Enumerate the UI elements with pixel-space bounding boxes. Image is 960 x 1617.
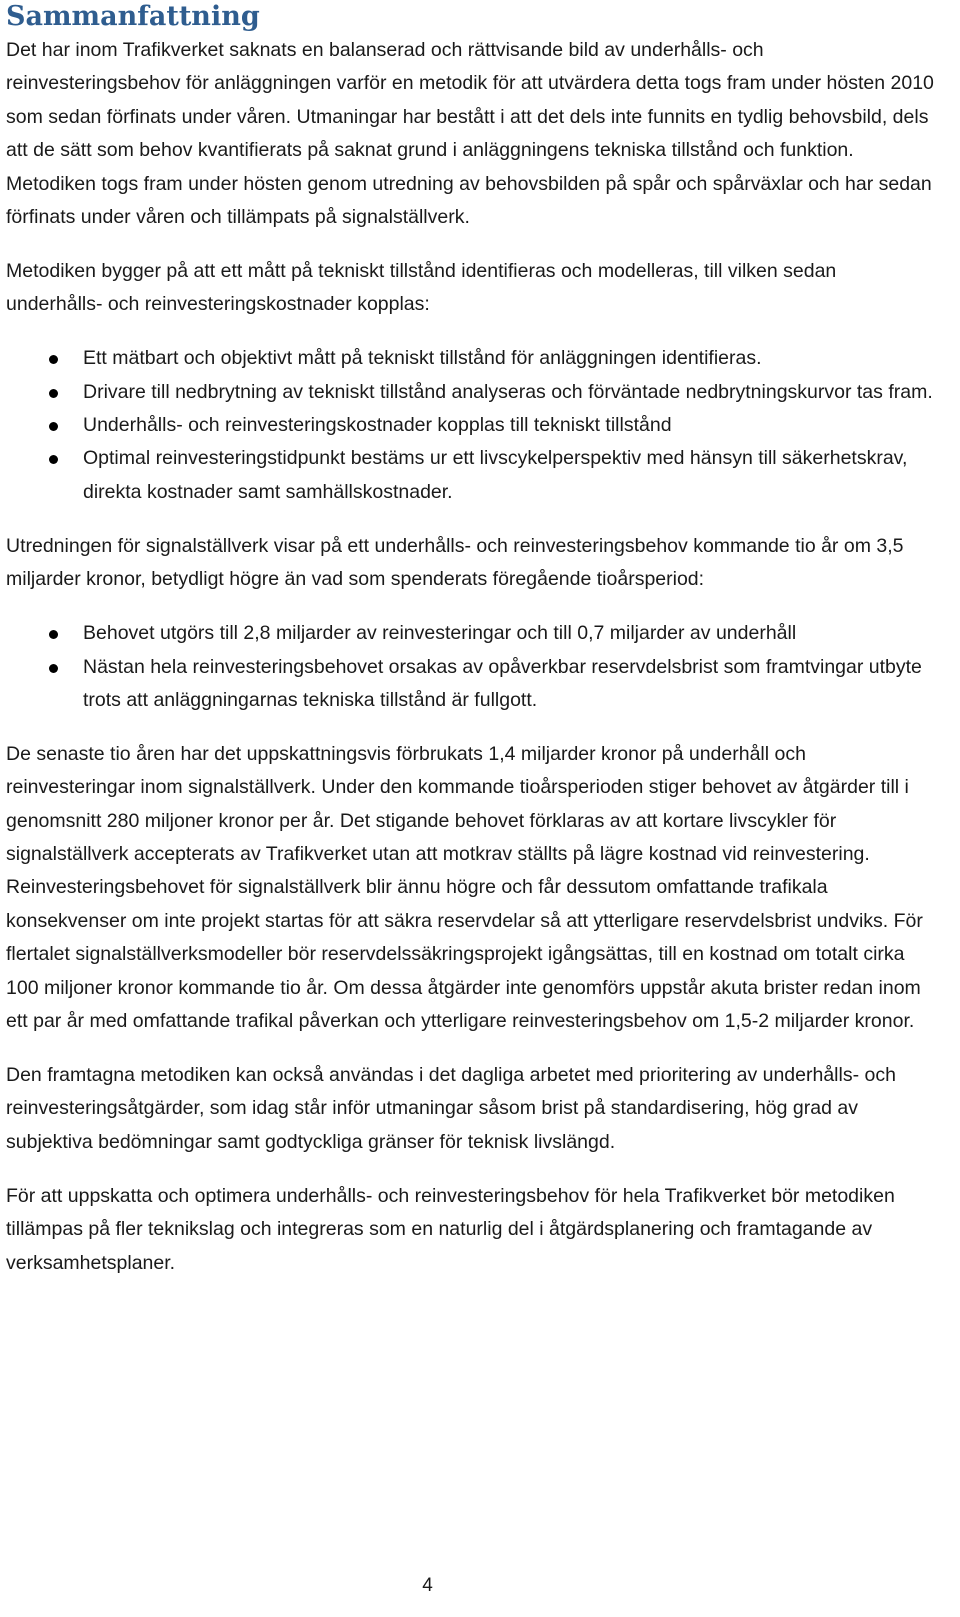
list-item xyxy=(6,376,936,409)
paragraph-intro: Det har inom Trafikverket saknats en balanserad och rättvisande bild av underhålls- och reinvesteringsbehov för anläggningen varför en metodik för att utvärdera detta togs fram under hösten 2010 som sedan förfinats under våren. Utmaningar har bestått i att det dels inte funnits en tydlig behovsbild, dels att de sätt som behov kvantifierats på saknat grund i anläggningens tekniska tillstånd och funktion. Metodiken togs fram under hösten genom utredning av behovsbilden på spår och spårväxlar och har sedan förfinats under våren och tillämpats på signalställverk. xyxy=(6,39,934,229)
list-item xyxy=(6,651,936,718)
page-number: 4 xyxy=(422,1575,433,1596)
paragraph-history: De senaste tio åren har det uppskattningsvis förbrukats 1,4 miljarder kronor på underhåll och reinvesteringar inom signalställverk. Under den kommande tioårsperioden stiger behovet av åtgärder till i genomsnitt 280 miljoner kronor per år. Det stigande behovet förklaras av att kortare livscykler för signalställverk accepterats av Trafikverket utan att motkrav ställts på lägre kostnad vid reinvestering. Reinvesteringsbehovet för signalställverk blir ännu högre och får dessutom omfattande trafikala konsekvenser om inte projekt startas för att säkra reservdelar så att ytterligare reservdelsbrist undviks. För flertalet signalställverksmodeller bör reservdelssäkringsprojekt igångsättas, till en kostnad om totalt cirka 100 miljoner kronor kommande tio år. Om dessa åtgärder inte genomförs uppstår akuta brister redan inom ett par år med omfattande trafikal påverkan och ytterligare reinvesteringsbehov om 1,5-2 miljarder kronor. xyxy=(6,742,923,1033)
list-item xyxy=(6,442,936,509)
method-steps-list xyxy=(6,342,936,509)
list-item-text: Nästan hela reinvesteringsbehovet orsakas av opåverkbar reservdelsbrist som framtvingar utbyte trots att anläggningarnas tekniska tillstånd är fullgott. xyxy=(83,655,922,711)
list-item-text: Optimal reinvesteringstidpunkt bestäms ur ett livscykelperspektiv med hänsyn till säkerhetskrav, direkta kostnader samt samhällskostnader. xyxy=(83,447,908,503)
bullet-icon xyxy=(49,422,58,431)
bullet-icon xyxy=(49,664,58,673)
paragraph-findings: Utredningen för signalställverk visar på ett underhålls- och reinvesteringsbehov kommande tio år om 3,5 miljarder kronor, betydligt högre än vad som spenderats föregående tioårsperiod: xyxy=(6,534,904,591)
list-item-text: Ett mätbart och objektivt mått på tekniskt tillstånd för anläggningen identifieras. xyxy=(83,347,762,370)
list-item-text: Underhålls- och reinvesteringskostnader kopplas till tekniskt tillstånd xyxy=(83,414,672,437)
bullet-icon xyxy=(49,455,58,464)
list-item-text: Drivare till nedbrytning av tekniskt tillstånd analyseras och förväntade nedbrytningskurvor tas fram. xyxy=(83,380,933,403)
list-item xyxy=(6,409,936,442)
page-title: Sammanfattning xyxy=(6,1,260,32)
findings-list xyxy=(6,617,936,717)
document-body xyxy=(6,34,936,1300)
paragraph-recommendation: För att uppskatta och optimera underhålls- och reinvesteringsbehov för hela Trafikverket bör metodiken tillämpas på fler teknikslag och integreras som en naturlig del i åtgärdsplanering och framtagande av verksamhetsplaner. xyxy=(6,1184,895,1274)
list-item xyxy=(6,342,936,375)
paragraph-method: Metodiken bygger på att ett mått på tekniskt tillstånd identifieras och modelleras, till vilken sedan underhålls- och reinvesteringskostnader kopplas: xyxy=(6,259,837,316)
bullet-icon xyxy=(49,389,58,398)
bullet-icon xyxy=(49,355,58,364)
bullet-icon xyxy=(49,630,58,639)
list-item-text: Behovet utgörs till 2,8 miljarder av reinvesteringar och till 0,7 miljarder av underhåll xyxy=(83,622,797,645)
list-item xyxy=(6,617,936,650)
paragraph-usage: Den framtagna metodiken kan också användas i det dagliga arbetet med prioritering av underhålls- och reinvesteringsåtgärder, som idag står inför utmaningar såsom brist på standardisering, hög grad av subjektiva bedömningar samt godtyckliga gränser för teknisk livslängd. xyxy=(6,1063,896,1153)
